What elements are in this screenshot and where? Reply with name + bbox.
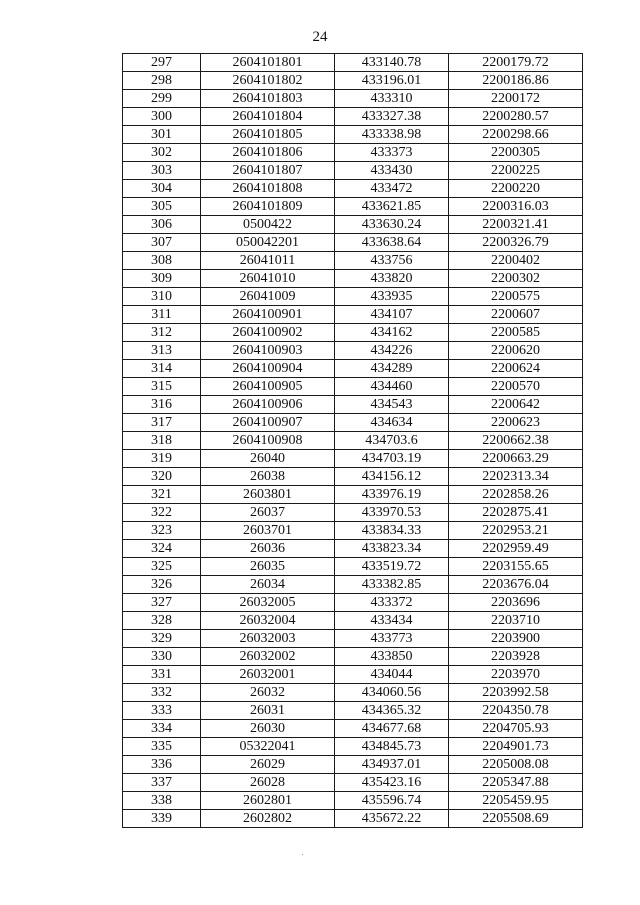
table-row [123,432,583,450]
coordinates-table [122,53,583,828]
table-row [123,738,583,756]
point-number-cell: 313 [123,342,201,360]
point-number-cell: 320 [123,468,201,486]
point-number-cell: 333 [123,702,201,720]
point-id-cell: 26035 [201,558,335,576]
table-body [123,54,583,828]
point-id-cell: 2603701 [201,522,335,540]
x-coordinate-cell: 433621.85 [335,198,449,216]
point-number-cell: 311 [123,306,201,324]
x-coordinate-cell: 433382.85 [335,576,449,594]
y-coordinate-cell: 2200316.03 [449,198,583,216]
point-number-cell: 303 [123,162,201,180]
point-number-cell: 307 [123,234,201,252]
x-coordinate-cell: 433850 [335,648,449,666]
y-coordinate-cell: 2203900 [449,630,583,648]
y-coordinate-cell: 2200220 [449,180,583,198]
point-number-cell: 327 [123,594,201,612]
table-row [123,792,583,810]
table-row [123,486,583,504]
point-id-cell: 26041009 [201,288,335,306]
point-id-cell: 2604100907 [201,414,335,432]
point-id-cell: 2604101807 [201,162,335,180]
point-id-cell: 26030 [201,720,335,738]
y-coordinate-cell: 2202959.49 [449,540,583,558]
x-coordinate-cell: 433430 [335,162,449,180]
point-number-cell: 314 [123,360,201,378]
table-row [123,558,583,576]
point-id-cell: 2604100905 [201,378,335,396]
point-id-cell: 26040 [201,450,335,468]
table-row [123,630,583,648]
table-row [123,252,583,270]
table-row [123,288,583,306]
point-number-cell: 305 [123,198,201,216]
y-coordinate-cell: 2205347.88 [449,774,583,792]
point-number-cell: 299 [123,90,201,108]
x-coordinate-cell: 433773 [335,630,449,648]
table-row [123,396,583,414]
x-coordinate-cell: 434156.12 [335,468,449,486]
y-coordinate-cell: 2200662.38 [449,432,583,450]
point-number-cell: 337 [123,774,201,792]
y-coordinate-cell: 2200402 [449,252,583,270]
point-number-cell: 332 [123,684,201,702]
table-row [123,270,583,288]
table-row [123,108,583,126]
point-number-cell: 331 [123,666,201,684]
x-coordinate-cell: 433638.64 [335,234,449,252]
point-number-cell: 328 [123,612,201,630]
table-row [123,576,583,594]
point-id-cell: 26031 [201,702,335,720]
y-coordinate-cell: 2203970 [449,666,583,684]
point-id-cell: 2602801 [201,792,335,810]
point-id-cell: 2604101809 [201,198,335,216]
table-row [123,684,583,702]
x-coordinate-cell: 433834.33 [335,522,449,540]
x-coordinate-cell: 434162 [335,324,449,342]
table-row [123,414,583,432]
point-id-cell: 2604100903 [201,342,335,360]
point-number-cell: 326 [123,576,201,594]
table-row [123,702,583,720]
point-id-cell: 2604101802 [201,72,335,90]
x-coordinate-cell: 433756 [335,252,449,270]
point-number-cell: 310 [123,288,201,306]
table-row [123,468,583,486]
table-row [123,720,583,738]
point-number-cell: 306 [123,216,201,234]
point-number-cell: 338 [123,792,201,810]
y-coordinate-cell: 2200326.79 [449,234,583,252]
table-row [123,324,583,342]
y-coordinate-cell: 2200607 [449,306,583,324]
x-coordinate-cell: 433372 [335,594,449,612]
y-coordinate-cell: 2202313.34 [449,468,583,486]
table-row [123,774,583,792]
y-coordinate-cell: 2203696 [449,594,583,612]
x-coordinate-cell: 434634 [335,414,449,432]
point-id-cell: 2604101804 [201,108,335,126]
table-row [123,612,583,630]
point-number-cell: 330 [123,648,201,666]
point-id-cell: 2604100902 [201,324,335,342]
y-coordinate-cell: 2200624 [449,360,583,378]
x-coordinate-cell: 433196.01 [335,72,449,90]
point-id-cell: 0500422 [201,216,335,234]
y-coordinate-cell: 2200663.29 [449,450,583,468]
table-row [123,90,583,108]
y-coordinate-cell: 2200321.41 [449,216,583,234]
y-coordinate-cell: 2200575 [449,288,583,306]
point-id-cell: 26038 [201,468,335,486]
table-row [123,162,583,180]
table-row [123,666,583,684]
y-coordinate-cell: 2200179.72 [449,54,583,72]
point-number-cell: 317 [123,414,201,432]
x-coordinate-cell: 434543 [335,396,449,414]
x-coordinate-cell: 434060.56 [335,684,449,702]
table-row [123,126,583,144]
point-id-cell: 26032005 [201,594,335,612]
point-number-cell: 334 [123,720,201,738]
table-row [123,504,583,522]
point-id-cell: 26032003 [201,630,335,648]
x-coordinate-cell: 433472 [335,180,449,198]
point-number-cell: 298 [123,72,201,90]
x-coordinate-cell: 434937.01 [335,756,449,774]
table-row [123,522,583,540]
point-number-cell: 315 [123,378,201,396]
point-id-cell: 050042201 [201,234,335,252]
point-id-cell: 2602802 [201,810,335,828]
y-coordinate-cell: 2204901.73 [449,738,583,756]
table-row [123,216,583,234]
x-coordinate-cell: 433338.98 [335,126,449,144]
y-coordinate-cell: 2203676.04 [449,576,583,594]
point-number-cell: 297 [123,54,201,72]
y-coordinate-cell: 2200302 [449,270,583,288]
y-coordinate-cell: 2200298.66 [449,126,583,144]
point-id-cell: 26032 [201,684,335,702]
point-id-cell: 2604100904 [201,360,335,378]
x-coordinate-cell: 433310 [335,90,449,108]
table-row [123,378,583,396]
x-coordinate-cell: 433970.53 [335,504,449,522]
point-number-cell: 324 [123,540,201,558]
point-number-cell: 312 [123,324,201,342]
y-coordinate-cell: 2200570 [449,378,583,396]
x-coordinate-cell: 433327.38 [335,108,449,126]
y-coordinate-cell: 2203992.58 [449,684,583,702]
x-coordinate-cell: 433823.34 [335,540,449,558]
point-id-cell: 2604100906 [201,396,335,414]
point-number-cell: 323 [123,522,201,540]
y-coordinate-cell: 2200620 [449,342,583,360]
y-coordinate-cell: 2205008.08 [449,756,583,774]
x-coordinate-cell: 434044 [335,666,449,684]
x-coordinate-cell: 433935 [335,288,449,306]
x-coordinate-cell: 435672.22 [335,810,449,828]
point-number-cell: 322 [123,504,201,522]
point-number-cell: 301 [123,126,201,144]
x-coordinate-cell: 433140.78 [335,54,449,72]
x-coordinate-cell: 433519.72 [335,558,449,576]
y-coordinate-cell: 2202858.26 [449,486,583,504]
point-id-cell: 05322041 [201,738,335,756]
y-coordinate-cell: 2202953.21 [449,522,583,540]
point-number-cell: 325 [123,558,201,576]
y-coordinate-cell: 2200585 [449,324,583,342]
table-row [123,756,583,774]
point-id-cell: 26034 [201,576,335,594]
table-row [123,198,583,216]
point-id-cell: 2604101808 [201,180,335,198]
point-id-cell: 2604101803 [201,90,335,108]
point-number-cell: 316 [123,396,201,414]
point-id-cell: 2604100908 [201,432,335,450]
x-coordinate-cell: 433820 [335,270,449,288]
point-number-cell: 302 [123,144,201,162]
x-coordinate-cell: 433434 [335,612,449,630]
point-id-cell: 2604101805 [201,126,335,144]
y-coordinate-cell: 2205459.95 [449,792,583,810]
table-row [123,810,583,828]
x-coordinate-cell: 433630.24 [335,216,449,234]
x-coordinate-cell: 434703.6 [335,432,449,450]
y-coordinate-cell: 2200280.57 [449,108,583,126]
table-row [123,72,583,90]
y-coordinate-cell: 2203710 [449,612,583,630]
table-row [123,540,583,558]
point-id-cell: 26032001 [201,666,335,684]
point-id-cell: 26037 [201,504,335,522]
x-coordinate-cell: 434677.68 [335,720,449,738]
x-coordinate-cell: 435423.16 [335,774,449,792]
x-coordinate-cell: 434365.32 [335,702,449,720]
y-coordinate-cell: 2200172 [449,90,583,108]
y-coordinate-cell: 2204705.93 [449,720,583,738]
x-coordinate-cell: 434107 [335,306,449,324]
table-row [123,234,583,252]
point-number-cell: 304 [123,180,201,198]
point-number-cell: 339 [123,810,201,828]
y-coordinate-cell: 2205508.69 [449,810,583,828]
y-coordinate-cell: 2203928 [449,648,583,666]
x-coordinate-cell: 434226 [335,342,449,360]
point-number-cell: 318 [123,432,201,450]
scan-speck [302,854,303,855]
x-coordinate-cell: 434703.19 [335,450,449,468]
point-id-cell: 2604100901 [201,306,335,324]
table-row [123,54,583,72]
y-coordinate-cell: 2200225 [449,162,583,180]
y-coordinate-cell: 2203155.65 [449,558,583,576]
point-id-cell: 26029 [201,756,335,774]
table-row [123,306,583,324]
y-coordinate-cell: 2204350.78 [449,702,583,720]
y-coordinate-cell: 2200623 [449,414,583,432]
page-number: 24 [312,29,328,45]
point-number-cell: 300 [123,108,201,126]
point-id-cell: 26036 [201,540,335,558]
y-coordinate-cell: 2200305 [449,144,583,162]
point-id-cell: 26032002 [201,648,335,666]
point-id-cell: 26032004 [201,612,335,630]
point-id-cell: 2604101806 [201,144,335,162]
x-coordinate-cell: 435596.74 [335,792,449,810]
point-number-cell: 335 [123,738,201,756]
point-number-cell: 329 [123,630,201,648]
point-id-cell: 26041010 [201,270,335,288]
point-id-cell: 2604101801 [201,54,335,72]
y-coordinate-cell: 2200642 [449,396,583,414]
point-number-cell: 319 [123,450,201,468]
x-coordinate-cell: 433976.19 [335,486,449,504]
point-id-cell: 26028 [201,774,335,792]
point-id-cell: 26041011 [201,252,335,270]
point-number-cell: 308 [123,252,201,270]
point-number-cell: 336 [123,756,201,774]
table-row [123,360,583,378]
x-coordinate-cell: 434289 [335,360,449,378]
table-row [123,648,583,666]
table-row [123,594,583,612]
point-id-cell: 2603801 [201,486,335,504]
y-coordinate-cell: 2202875.41 [449,504,583,522]
x-coordinate-cell: 433373 [335,144,449,162]
point-number-cell: 309 [123,270,201,288]
x-coordinate-cell: 434460 [335,378,449,396]
table-row [123,144,583,162]
table-row [123,342,583,360]
table-row [123,450,583,468]
y-coordinate-cell: 2200186.86 [449,72,583,90]
point-number-cell: 321 [123,486,201,504]
table-row [123,180,583,198]
x-coordinate-cell: 434845.73 [335,738,449,756]
